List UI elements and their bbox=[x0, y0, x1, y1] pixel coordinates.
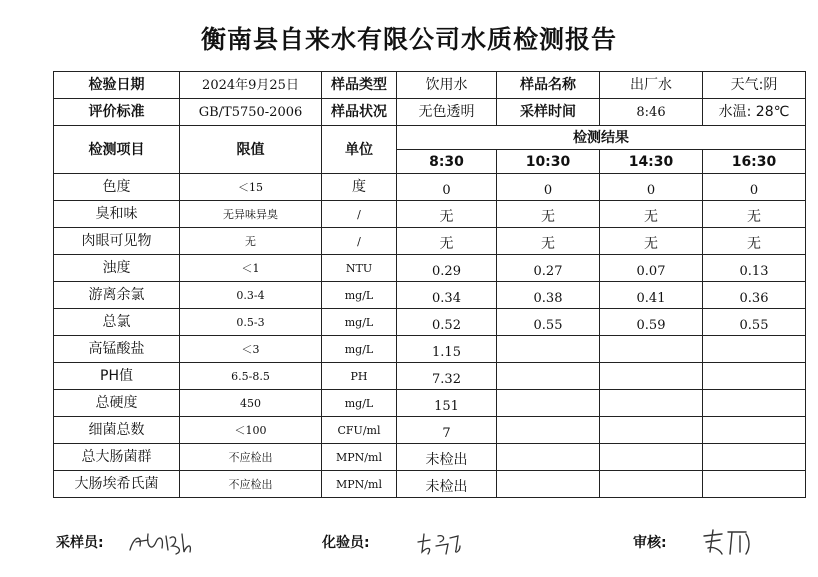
limit-cell: 不应检出 bbox=[180, 444, 322, 471]
unit-cell: mg/L bbox=[322, 390, 397, 417]
result-cell: 0 bbox=[497, 174, 600, 201]
table-row bbox=[54, 363, 806, 390]
result-cell: 0.07 bbox=[600, 255, 703, 282]
result-cell: 1.15 bbox=[397, 336, 497, 363]
result-cell bbox=[703, 336, 806, 363]
item-cell: 臭和味 bbox=[54, 201, 180, 228]
item-cell: 细菌总数 bbox=[54, 417, 180, 444]
unit-cell: / bbox=[322, 201, 397, 228]
table-row bbox=[54, 282, 806, 309]
result-cell: 0.41 bbox=[600, 282, 703, 309]
time-column-header: 16:30 bbox=[703, 150, 806, 174]
column-header-row-1 bbox=[54, 126, 806, 150]
footer bbox=[0, 528, 818, 558]
limit-cell: 6.5-8.5 bbox=[180, 363, 322, 390]
result-cell bbox=[497, 444, 600, 471]
header-row-2 bbox=[54, 99, 806, 126]
item-cell: 色度 bbox=[54, 174, 180, 201]
sample-name-label: 样品名称 bbox=[497, 72, 600, 99]
result-cell bbox=[703, 417, 806, 444]
result-cell: 0 bbox=[600, 174, 703, 201]
table-row bbox=[54, 255, 806, 282]
item-cell: 总大肠菌群 bbox=[54, 444, 180, 471]
result-cell: 无 bbox=[497, 201, 600, 228]
limit-cell: 无 bbox=[180, 228, 322, 255]
result-cell bbox=[600, 417, 703, 444]
item-cell: 浊度 bbox=[54, 255, 180, 282]
unit-cell: MPN/ml bbox=[322, 444, 397, 471]
water-temp-value: 水温: 28℃ bbox=[703, 99, 806, 126]
result-cell bbox=[703, 471, 806, 498]
result-cell: 未检出 bbox=[397, 471, 497, 498]
unit-cell: / bbox=[322, 228, 397, 255]
unit-cell: mg/L bbox=[322, 336, 397, 363]
table-row bbox=[54, 417, 806, 444]
limit-cell: ＜3 bbox=[180, 336, 322, 363]
result-cell: 无 bbox=[600, 201, 703, 228]
result-cell: 无 bbox=[703, 228, 806, 255]
result-cell bbox=[600, 390, 703, 417]
limit-cell: 不应检出 bbox=[180, 471, 322, 498]
item-column-header: 检测项目 bbox=[54, 126, 180, 174]
result-cell bbox=[703, 444, 806, 471]
result-cell: 0.52 bbox=[397, 309, 497, 336]
limit-cell: ＜100 bbox=[180, 417, 322, 444]
result-cell: 0.55 bbox=[497, 309, 600, 336]
result-cell: 未检出 bbox=[397, 444, 497, 471]
item-cell: 肉眼可见物 bbox=[54, 228, 180, 255]
report-table bbox=[53, 71, 806, 498]
sample-state-value: 无色透明 bbox=[397, 99, 497, 126]
result-cell bbox=[600, 444, 703, 471]
result-cell bbox=[703, 390, 806, 417]
result-cell bbox=[703, 363, 806, 390]
sampling-time-value: 8:46 bbox=[600, 99, 703, 126]
date-value: 2024年9月25日 bbox=[180, 72, 322, 99]
table-row bbox=[54, 174, 806, 201]
result-cell: 0.55 bbox=[703, 309, 806, 336]
result-cell: 无 bbox=[397, 201, 497, 228]
sample-type-label: 样品类型 bbox=[322, 72, 397, 99]
table-row bbox=[54, 471, 806, 498]
sample-type-value: 饮用水 bbox=[397, 72, 497, 99]
result-cell: 0 bbox=[397, 174, 497, 201]
result-cell bbox=[497, 336, 600, 363]
time-column-header: 14:30 bbox=[600, 150, 703, 174]
unit-cell: PH bbox=[322, 363, 397, 390]
result-cell: 0.59 bbox=[600, 309, 703, 336]
result-cell bbox=[497, 471, 600, 498]
result-cell: 0 bbox=[703, 174, 806, 201]
item-cell: 大肠埃希氏菌 bbox=[54, 471, 180, 498]
tester-signature bbox=[414, 528, 464, 558]
unit-cell: NTU bbox=[322, 255, 397, 282]
result-cell: 无 bbox=[497, 228, 600, 255]
sampler-label: 采样员: bbox=[56, 535, 104, 551]
result-cell bbox=[600, 363, 703, 390]
weather-value: 天气:阴 bbox=[703, 72, 806, 99]
item-cell: 游离余氯 bbox=[54, 282, 180, 309]
limit-cell: 450 bbox=[180, 390, 322, 417]
table-row bbox=[54, 390, 806, 417]
tester-label: 化验员: bbox=[322, 535, 370, 551]
unit-cell: CFU/ml bbox=[322, 417, 397, 444]
time-column-header: 10:30 bbox=[497, 150, 600, 174]
result-cell: 0.36 bbox=[703, 282, 806, 309]
item-cell: 总硬度 bbox=[54, 390, 180, 417]
table-row bbox=[54, 336, 806, 363]
item-cell: PH值 bbox=[54, 363, 180, 390]
result-cell: 7.32 bbox=[397, 363, 497, 390]
result-cell: 151 bbox=[397, 390, 497, 417]
unit-column-header: 单位 bbox=[322, 126, 397, 174]
limit-cell: 0.3-4 bbox=[180, 282, 322, 309]
result-cell bbox=[600, 471, 703, 498]
reviewer-label: 审核: bbox=[633, 535, 667, 551]
unit-cell: mg/L bbox=[322, 309, 397, 336]
sampler-signature bbox=[126, 528, 196, 558]
sample-name-value: 出厂水 bbox=[600, 72, 703, 99]
limit-cell: 无异味异臭 bbox=[180, 201, 322, 228]
result-cell bbox=[497, 363, 600, 390]
date-label: 检验日期 bbox=[54, 72, 180, 99]
table-row bbox=[54, 444, 806, 471]
result-cell bbox=[497, 417, 600, 444]
sampling-time-label: 采样时间 bbox=[497, 99, 600, 126]
result-cell bbox=[600, 336, 703, 363]
result-cell: 0.13 bbox=[703, 255, 806, 282]
limit-column-header: 限值 bbox=[180, 126, 322, 174]
header-row-1 bbox=[54, 72, 806, 99]
result-cell: 无 bbox=[600, 228, 703, 255]
item-cell: 高锰酸盐 bbox=[54, 336, 180, 363]
result-cell: 0.34 bbox=[397, 282, 497, 309]
reviewer-signature bbox=[700, 526, 756, 558]
result-cell: 无 bbox=[703, 201, 806, 228]
result-cell: 0.27 bbox=[497, 255, 600, 282]
sample-state-label: 样品状况 bbox=[322, 99, 397, 126]
table-row bbox=[54, 309, 806, 336]
limit-cell: ＜15 bbox=[180, 174, 322, 201]
standard-label: 评价标准 bbox=[54, 99, 180, 126]
table-row bbox=[54, 228, 806, 255]
item-cell: 总氯 bbox=[54, 309, 180, 336]
report-title: 衡南县自来水有限公司水质检测报告 bbox=[200, 25, 617, 54]
result-cell bbox=[497, 390, 600, 417]
result-cell: 0.29 bbox=[397, 255, 497, 282]
time-column-header: 8:30 bbox=[397, 150, 497, 174]
limit-cell: 0.5-3 bbox=[180, 309, 322, 336]
result-cell: 0.38 bbox=[497, 282, 600, 309]
result-cell: 无 bbox=[397, 228, 497, 255]
unit-cell: mg/L bbox=[322, 282, 397, 309]
limit-cell: ＜1 bbox=[180, 255, 322, 282]
unit-cell: 度 bbox=[322, 174, 397, 201]
result-cell: 7 bbox=[397, 417, 497, 444]
results-column-header: 检测结果 bbox=[397, 126, 806, 150]
unit-cell: MPN/ml bbox=[322, 471, 397, 498]
standard-value: GB/T5750-2006 bbox=[180, 99, 322, 126]
table-row bbox=[54, 201, 806, 228]
